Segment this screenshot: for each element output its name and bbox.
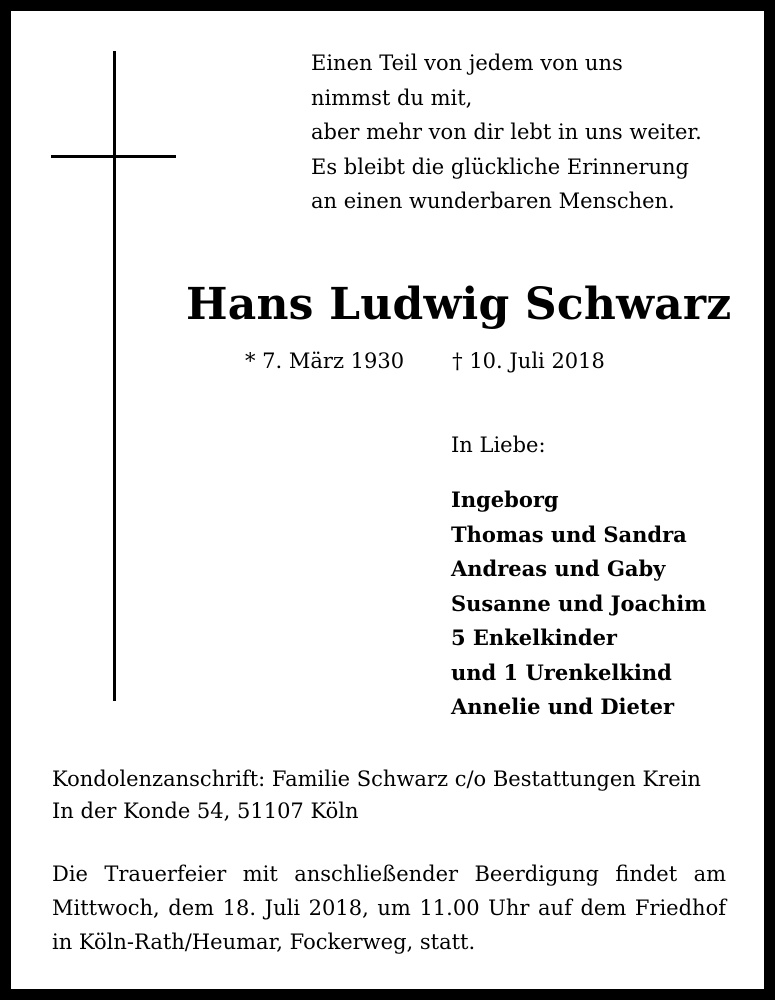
verse-line: nimmst du mit, [311,85,473,110]
verse-line: aber mehr von dir lebt in uns weiter. [311,120,702,144]
mourner-name: 5 Enkelkinder [451,625,617,650]
mourner-name: Susanne und Joachim [451,590,707,616]
mourner-name: Thomas und Sandra [451,521,687,547]
memorial-verse [311,46,751,219]
death-date: † 10. Juli 2018 [452,349,605,373]
verse-line: Einen Teil von jedem von uns [311,51,623,75]
deceased-name: Hans Ludwig Schwarz [186,279,732,330]
mourner-name: Ingeborg [451,487,559,512]
cross-horizontal-bar [51,155,176,158]
cross-vertical-bar [113,51,116,701]
verse-line: Es bleibt die glückliche Erinnerung [311,154,689,179]
condolence-line: In der Konde 54, 51107 Köln [52,799,359,823]
life-dates [245,349,605,373]
birth-date: * 7. März 1930 [245,349,405,373]
mourners-intro: In Liebe: [451,433,546,457]
mourner-name: Annelie und Dieter [451,694,675,719]
condolence-line: Kondolenzanschrift: Familie Schwarz c/o Bestattungen Krein [52,767,701,791]
verse-line: an einen wunderbaren Menschen. [311,189,675,213]
mourner-name: Andreas und Gaby [451,556,666,581]
mourner-name: und 1 Urenkelkind [451,659,672,685]
condolence-address [52,763,742,827]
funeral-notice: Die Trauerfeier mit anschließender Beerdigung findet am Mittwoch, dem 18. Juli 2018, um 11.00 Uhr auf dem Friedhof in Köln-Rath/Heumar, Fockerweg, statt. [52,862,726,954]
mourners-list [451,483,706,725]
